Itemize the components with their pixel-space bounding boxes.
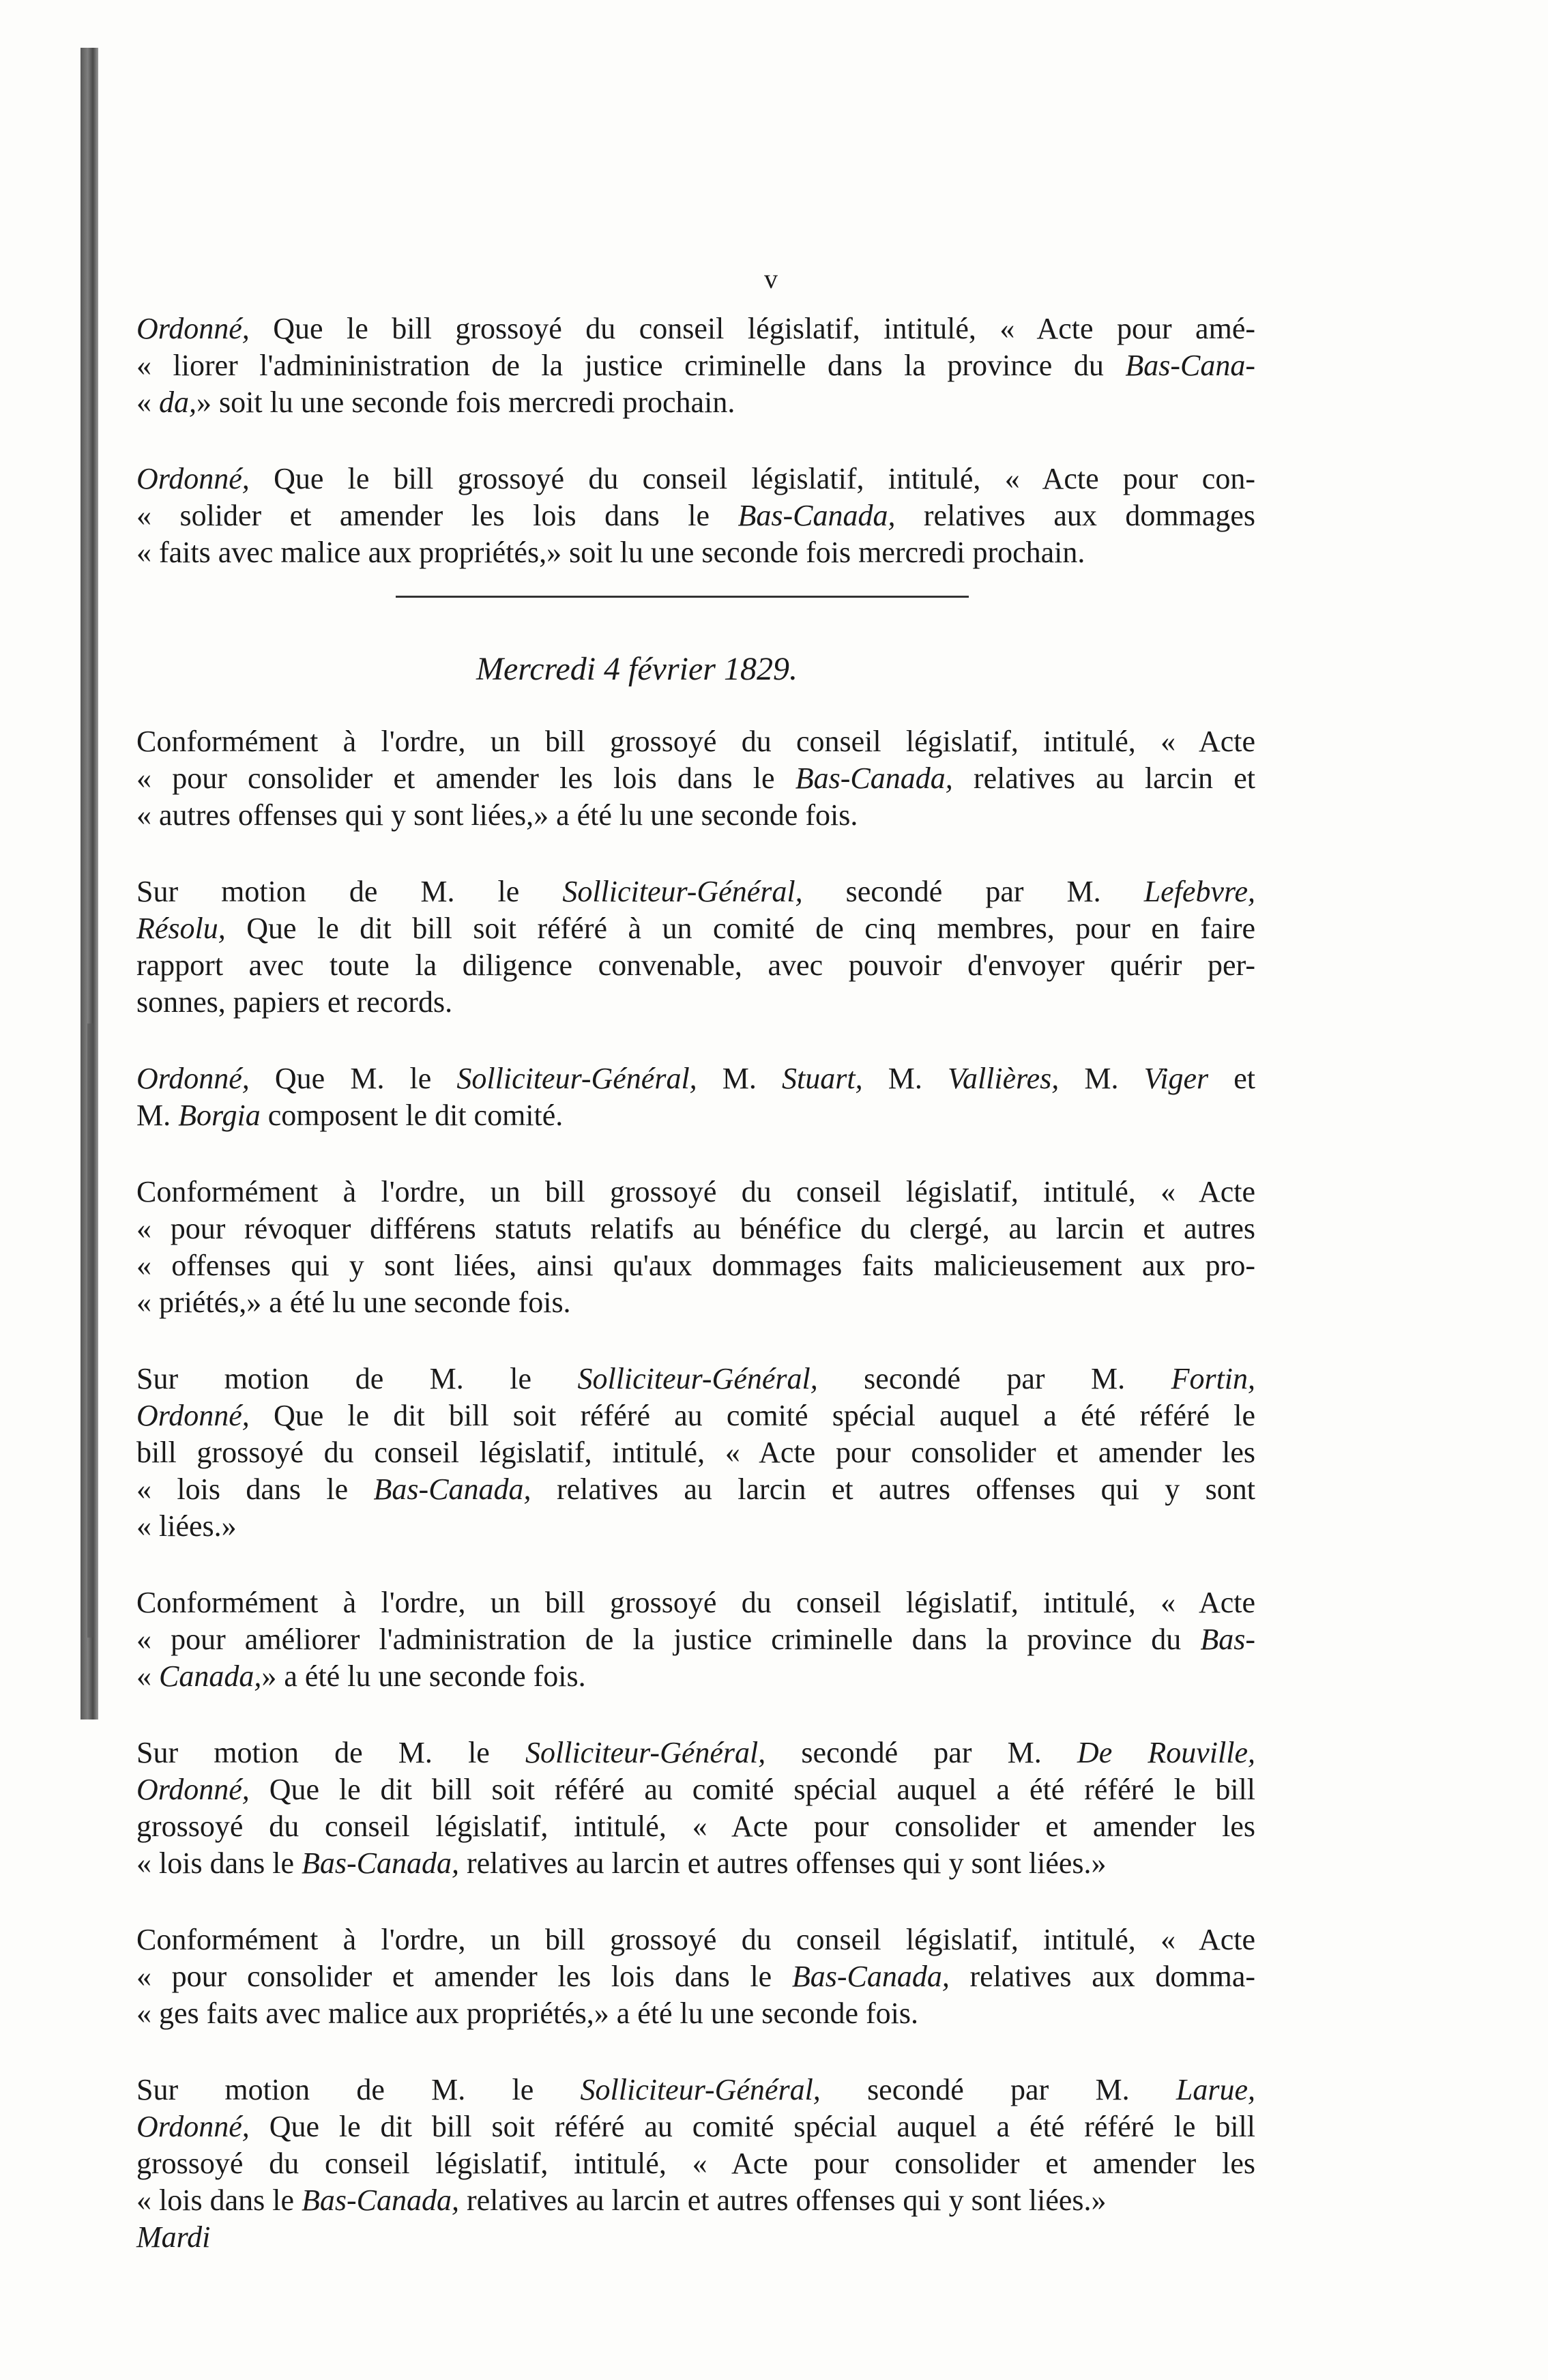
- text-line: « pour consolider et amender les lois dans le Bas-Canada, relatives aux domma-: [136, 1960, 1256, 1993]
- text-line: « ges faits avec malice aux propriétés,» a été lu une seconde fois.: [136, 1997, 918, 2030]
- entries-paragraph: [136, 2072, 1255, 2219]
- text-line: Sur motion de M. le Solliciteur-Général, secondé par M. Lefebvre,: [136, 875, 1256, 908]
- paragraph-gap: [136, 1882, 1255, 1921]
- text-line: Ordonné, Que le dit bill soit référé au comité spécial auquel a été référé le bill: [136, 1773, 1255, 1806]
- text-line: « liées.»: [136, 1509, 237, 1543]
- journal-entries: [136, 723, 1255, 2219]
- sections-paragraph: [136, 461, 1255, 571]
- text-line: grossoyé du conseil législatif, intitulé, « Acte pour consolider et amender les: [136, 1810, 1255, 1843]
- text-line: « lois dans le Bas-Canada, relatives au larcin et autres offenses qui y sont: [136, 1472, 1255, 1506]
- text-line: M. Borgia composent le dit comité.: [136, 1099, 564, 1132]
- entries-paragraph: [136, 1735, 1255, 1882]
- text-line: Ordonné, Que M. le Solliciteur-Général, M. Stuart, M. Vallières, M. Viger et: [136, 1062, 1256, 1095]
- text-line: Sur motion de M. le Solliciteur-Général, secondé par M. De Rouville,: [136, 1736, 1255, 1769]
- text-line: Ordonné, Que le bill grossoyé du conseil législatif, intitulé, « Acte pour con-: [136, 462, 1255, 495]
- text-line: « offenses qui y sont liées, ainsi qu'aux dommages faits malicieusement aux pro-: [136, 1249, 1255, 1282]
- text-line: « pour consolider et amender les lois dans le Bas-Canada, relatives au larcin et: [136, 761, 1255, 795]
- entries-paragraph: [136, 1361, 1255, 1545]
- text-line: Conformément à l'ordre, un bill grossoyé du conseil législatif, intitulé, « Acte: [136, 1586, 1255, 1619]
- text-line: bill grossoyé du conseil législatif, intitulé, « Acte pour consolider et amender les: [136, 1436, 1255, 1469]
- text-line: « priétés,» a été lu une seconde fois.: [136, 1286, 571, 1319]
- page-number: v: [764, 263, 778, 294]
- text-line: Sur motion de M. le Solliciteur-Général, secondé par M. Larue,: [136, 2073, 1255, 2106]
- paragraph-gap: [136, 421, 1255, 461]
- entries-paragraph: [136, 1584, 1255, 1695]
- text-line: Sur motion de M. le Solliciteur-Général, secondé par M. Fortin,: [136, 1362, 1256, 1395]
- text-line: Ordonné, Que le dit bill soit référé au comité spécial auquel a été référé le bill: [136, 2110, 1255, 2143]
- paragraph-gap: [136, 1134, 1255, 1174]
- date-heading: Mercredi 4 février 1829.: [476, 651, 798, 687]
- entries-paragraph: [136, 873, 1255, 1021]
- text-line: Conformément à l'ordre, un bill grossoyé du conseil législatif, intitulé, « Acte: [136, 725, 1255, 758]
- text-line: Ordonné, Que le dit bill soit référé au comité spécial auquel a été référé le: [136, 1399, 1255, 1432]
- text-line: Ordonné, Que le bill grossoyé du conseil législatif, intitulé, « Acte pour amé-: [136, 312, 1255, 345]
- text-line: « da,» soit lu une seconde fois mercredi prochain.: [136, 386, 735, 419]
- top-sections: [136, 310, 1255, 571]
- paragraph-gap: [136, 834, 1255, 873]
- text-line: « lois dans le Bas-Canada, relatives au larcin et autres offenses qui y sont liées.»: [136, 2183, 1107, 2217]
- text-line: « Canada,» a été lu une seconde fois.: [136, 1659, 586, 1693]
- text-line: « liorer l'admininistration de la justice criminelle dans la province du Bas-Cana-: [136, 349, 1255, 382]
- text-line: grossoyé du conseil législatif, intitulé, « Acte pour consolider et amender les: [136, 2147, 1255, 2180]
- paragraph-gap: [136, 1545, 1255, 1584]
- text-line: « lois dans le Bas-Canada, relatives au larcin et autres offenses qui y sont liées.»: [136, 1846, 1107, 1880]
- paragraph-gap: [136, 1321, 1255, 1361]
- paragraph-gap: [136, 2032, 1255, 2072]
- entries-paragraph: [136, 1174, 1255, 1321]
- text-line: Conformément à l'ordre, un bill grossoyé du conseil législatif, intitulé, « Acte: [136, 1923, 1255, 1956]
- entries-paragraph: [136, 1921, 1255, 2032]
- text-line: rapport avec toute la diligence convenable, avec pouvoir d'envoyer quérir per-: [136, 948, 1255, 982]
- text-line: « pour améliorer l'administration de la justice criminelle dans la province du Bas-: [136, 1623, 1255, 1656]
- page-binding-shadow: [87, 1024, 94, 1638]
- entries-paragraph: [136, 723, 1255, 834]
- text-line: Résolu, Que le dit bill soit référé à un comité de cinq membres, pour en faire: [136, 912, 1255, 945]
- paragraph-gap: [136, 1021, 1255, 1060]
- page-body: [136, 310, 1255, 2256]
- sections-paragraph: [136, 310, 1255, 421]
- catchword: Mardi: [136, 2220, 211, 2254]
- paragraph-gap: [136, 1695, 1255, 1735]
- section-divider: [396, 596, 969, 598]
- entries-paragraph: [136, 1060, 1255, 1134]
- text-line: « solider et amender les lois dans le Bas-Canada, relatives aux dommages: [136, 499, 1256, 532]
- text-line: Conformément à l'ordre, un bill grossoyé du conseil législatif, intitulé, « Acte: [136, 1175, 1255, 1208]
- text-line: « autres offenses qui y sont liées,» a été lu une seconde fois.: [136, 798, 858, 832]
- text-line: « faits avec malice aux propriétés,» soit lu une seconde fois mercredi prochain.: [136, 536, 1085, 569]
- text-line: sonnes, papiers et records.: [136, 985, 453, 1019]
- text-line: « pour révoquer différens statuts relatifs au bénéfice du clergé, au larcin et autres: [136, 1212, 1255, 1245]
